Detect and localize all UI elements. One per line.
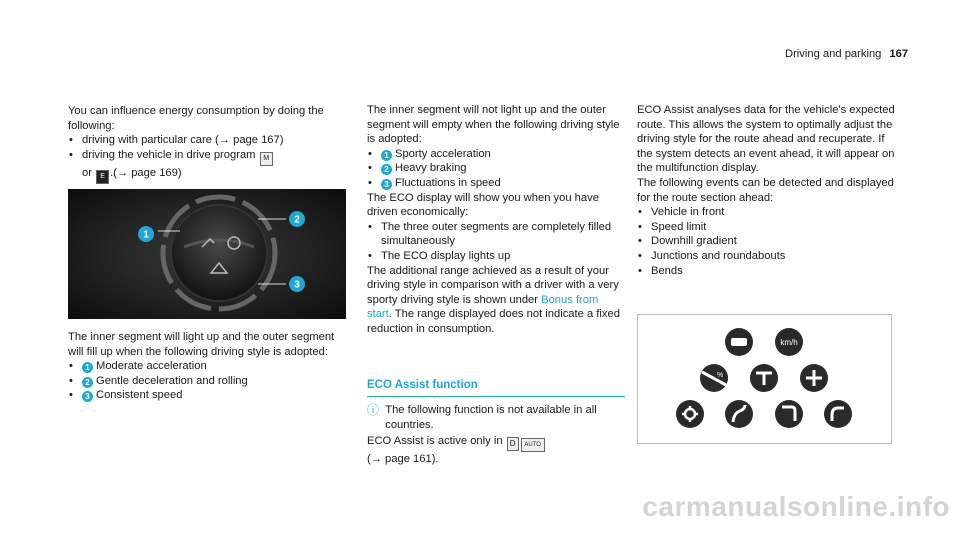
list-item: • Downhill gradient <box>637 234 895 249</box>
arrow-icon: → <box>116 166 129 179</box>
svg-text:%: % <box>717 372 724 379</box>
watermark: carmanualsonline.info <box>642 491 950 522</box>
downhill-gradient-icon <box>700 364 728 392</box>
list-item: • 3 Fluctuations in speed <box>367 176 625 191</box>
bend-right-icon <box>725 400 753 428</box>
paragraph: The inner segment will light up and the outer segment will fill up when the following driving style is adopted: <box>68 331 335 358</box>
paragraph: The additional range achieved as a result of your driving style in comparison with a driver with a very sporty driving style is shown under Bonus from start. The range displayed does not indicate a fixed reduction in consumption. <box>367 264 620 335</box>
eco-display-list <box>367 220 625 264</box>
column-3 <box>637 103 895 278</box>
list-item: • Speed limit <box>637 220 895 235</box>
list-item: • 3 Consistent speed <box>68 388 346 403</box>
section-name: Driving and parking <box>785 48 882 60</box>
intro-list <box>68 133 346 184</box>
roundabout-icon <box>676 400 704 428</box>
speed-limit-icon <box>775 328 803 356</box>
svg-text:1: 1 <box>143 229 149 241</box>
arrow-icon: → <box>218 134 230 147</box>
svg-text:km/h: km/h <box>780 338 798 347</box>
column-2 <box>367 103 625 337</box>
page-ref-link[interactable]: page 169) <box>131 166 182 179</box>
paragraph: The following events can be detected and displayed for the route section ahead: <box>637 176 894 204</box>
eco-display-illustration <box>68 189 346 319</box>
page-number: 167 <box>889 48 909 60</box>
column-1 <box>68 104 346 184</box>
drive-program-m-icon: M <box>260 152 273 166</box>
svg-text:3: 3 <box>294 279 300 291</box>
paragraph: ECO Assist analyses data for the vehicle's expected route. This allows the system to optimally adjust the driving style for the route ahead and recuperate. If the system detects an event ahead, it will appear on the multifunction display. <box>637 104 895 175</box>
note-block: ⓘ The following function is not available in all countries. ECO Assist is active only in D AUTO (→ page 161). <box>367 403 625 467</box>
arrow-icon: → <box>370 453 382 466</box>
list-item: • The three outer segments are completely filled simultaneously <box>367 220 625 249</box>
bend-sharp-right-icon <box>775 400 803 428</box>
callout-1 <box>138 226 154 242</box>
vehicle-in-front-icon <box>725 328 753 356</box>
list-item: • The ECO display lights up <box>367 249 625 264</box>
svg-text:2: 2 <box>294 214 300 226</box>
eco-assist-icons <box>638 315 891 443</box>
driving-style-list <box>68 359 346 403</box>
page-ref-link[interactable]: page 161). <box>385 453 439 466</box>
bend-left-icon <box>824 400 852 428</box>
eco-assist-icons-figure <box>637 314 892 444</box>
list-item: • 1 Sporty acceleration <box>367 147 625 162</box>
paragraph: The ECO display will show you when you have driven economically: <box>367 191 599 219</box>
callout-3 <box>289 276 305 292</box>
event-list <box>637 205 895 278</box>
list-item: • 1 Moderate acceleration <box>68 359 346 374</box>
auto-icon: AUTO <box>521 438 545 452</box>
list-item: • driving with particular care (→ page 167) <box>68 133 346 148</box>
list-item: • 2 Heavy braking <box>367 161 625 176</box>
drive-program-e-icon: E <box>96 170 109 184</box>
callout-2 <box>289 211 305 227</box>
list-item: • 2 Gentle deceleration and rolling <box>68 374 346 389</box>
bonus-from-start-link[interactable]: Bonus from start <box>367 293 599 321</box>
intro-text: You can influence energy consumption by doing the following: <box>68 105 324 132</box>
eco-display-figure <box>68 189 346 319</box>
info-icon: ⓘ <box>367 403 380 417</box>
list-item: • Junctions and roundabouts <box>637 249 895 264</box>
page-ref-link[interactable]: page 167) <box>233 134 284 147</box>
list-item: • driving the vehicle in drive program M or E .(→ page 169) <box>68 148 346 184</box>
list-item: • Bends <box>637 264 895 279</box>
page-header <box>785 47 909 62</box>
driving-style-list <box>367 147 625 191</box>
column-1-lower <box>68 330 346 403</box>
drive-d-icon: D <box>507 437 519 451</box>
section-heading: ECO Assist function <box>367 378 625 397</box>
crossroads-icon <box>800 364 828 392</box>
paragraph: The inner segment will not light up and the outer segment will empty when the following driving style is adopted: <box>367 104 620 146</box>
list-item: • Vehicle in front <box>637 205 895 220</box>
junction-icon <box>750 364 778 392</box>
note-text: The following function is not available in all countries. <box>385 404 597 431</box>
